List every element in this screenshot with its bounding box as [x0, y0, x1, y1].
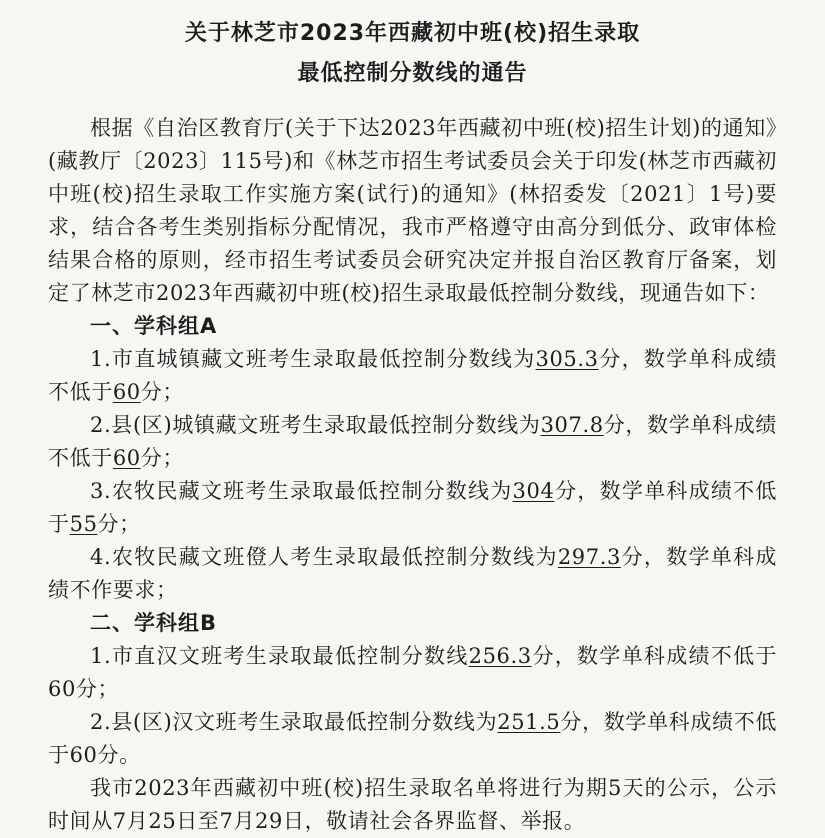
item-text: 分，数学单科成绩不作要求； — [48, 545, 777, 602]
score-value: 256.3 — [468, 644, 532, 668]
item-text: 1.市直城镇藏文班考生录取最低控制分数线为 — [90, 347, 536, 371]
item-text: 分，数学单科成绩不低于 — [48, 479, 777, 536]
item-text: 分，数学单科成绩不低于60分； — [48, 644, 777, 701]
group-a-item-1 — [48, 343, 777, 409]
item-text: 分； — [140, 380, 184, 404]
item-text: 分； — [140, 446, 184, 470]
intro-paragraph: 根据《自治区教育厅(关于下达2023年西藏初中班(校)招生计划)的通知》(藏教厅〔2023〕115号)和《林芝市招生考试委员会关于印发(林芝市西藏初中班(校)招生录取工作实施方案(试行)的通知》(林招委发〔2021〕1号)要求，结合各考生类别指标分配情况，我市严格遵守由高分到低分、政审体检结果合格的原则，经市招生考试委员会研究决定并报自治区教育厅备案，划定了林芝市2023年西藏初中班(校)招生录取最低控制分数线，现通告如下： — [48, 116, 777, 305]
group-a-item-2 — [48, 409, 777, 475]
closing-paragraph: 我市2023年西藏初中班(校)招生录取名单将进行为期5天的公示，公示时间从7月25日至7月29日，敬请社会各界监督、举报。 — [48, 776, 777, 833]
math-score-value: 60 — [112, 446, 141, 470]
item-text: 3.农牧民藏文班考生录取最低控制分数线为 — [90, 479, 513, 503]
group-a-heading: 一、学科组A — [90, 314, 218, 338]
group-b-heading: 二、学科组B — [90, 611, 218, 635]
score-value: 304 — [512, 479, 555, 503]
notice-title-line-1: 关于林芝市2023年西藏初中班(校)招生录取 — [184, 21, 641, 46]
item-text: 2.县(区)汉文班考生录取最低控制分数线为 — [90, 710, 498, 734]
score-value: 251.5 — [497, 710, 561, 734]
score-value: 297.3 — [557, 545, 621, 569]
math-score-value: 55 — [69, 512, 98, 536]
item-text: 分； — [97, 512, 141, 536]
item-text: 分，数学单科成绩不低于 — [48, 413, 777, 470]
item-text: 4.农牧民藏文班僜人考生录取最低控制分数线为 — [90, 545, 558, 569]
group-b-item-2 — [48, 706, 777, 772]
item-text: 分，数学单科成绩不低于 — [48, 347, 777, 404]
group-a-item-3 — [48, 475, 777, 541]
score-value: 307.8 — [540, 413, 604, 437]
item-text: 分，数学单科成绩不低于60分。 — [48, 710, 777, 767]
notice-title-line-2: 最低控制分数线的通告 — [297, 61, 528, 86]
item-text: 1.市直汉文班考生录取最低控制分数线 — [90, 644, 469, 668]
group-b-item-1 — [48, 640, 777, 706]
score-value: 305.3 — [535, 347, 599, 371]
group-a-item-4 — [48, 541, 777, 607]
item-text: 2.县(区)城镇藏文班考生录取最低控制分数线为 — [90, 413, 541, 437]
math-score-value: 60 — [112, 380, 141, 404]
